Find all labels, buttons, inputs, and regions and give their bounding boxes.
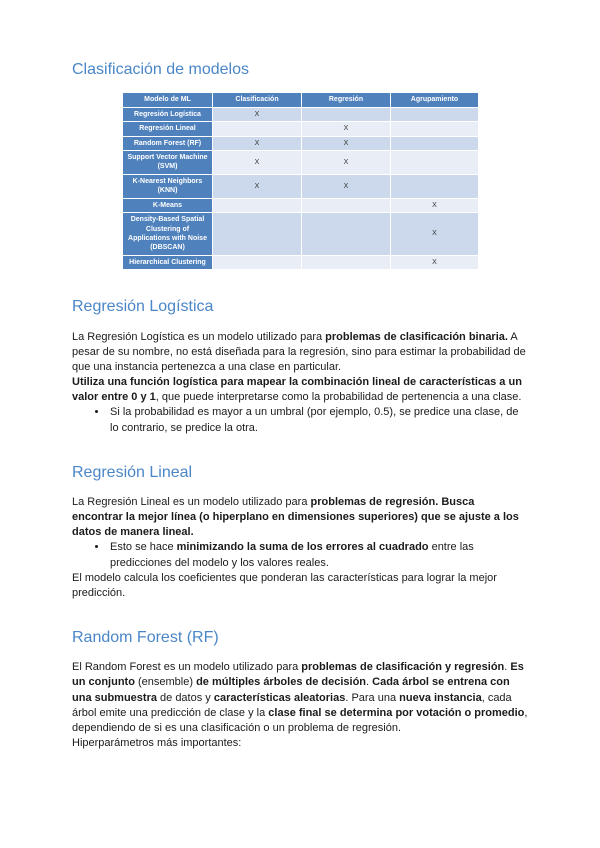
mark-cell: X <box>391 213 479 256</box>
model-name-cell: Random Forest (RF) <box>123 136 213 150</box>
mark-cell: X <box>302 150 391 174</box>
mark-cell: X <box>302 174 391 198</box>
mark-cell <box>302 107 391 121</box>
model-name-cell: Density-Based Spatial Clustering of Applications with Noise (DBSCAN) <box>123 213 213 256</box>
mark-cell: X <box>213 136 302 150</box>
table-row <box>123 255 479 269</box>
mark-cell <box>391 174 479 198</box>
mark-cell <box>391 122 479 136</box>
model-name-cell: Regresión Logística <box>123 107 213 121</box>
paragraph-logistica-1: La Regresión Logística es un modelo utilizado para problemas de clasificación binaria. A pesar de su nombre, no está diseñada para la regresión, sino para estimar la probabilidad de que una instancia pertenezca a una clase en particular. <box>72 330 526 373</box>
bullet-item-lineal-1: • Esto se hace minimizando la suma de los errores al cuadrado entre las predicciones del modelo y los valores reales. <box>108 540 528 570</box>
table-row <box>123 150 479 174</box>
mark-cell: X <box>302 122 391 136</box>
table-row <box>123 198 479 212</box>
table-header-clasificacion: Clasificación <box>213 93 302 107</box>
model-name-cell: K-Means <box>123 198 213 212</box>
section-heading-regresion-logistica: Regresión Logística <box>72 298 214 316</box>
mark-cell <box>302 255 391 269</box>
mark-cell <box>391 107 479 121</box>
mark-cell <box>302 198 391 212</box>
mark-cell <box>391 136 479 150</box>
mark-cell <box>213 122 302 136</box>
table-header-agrupamiento: Agrupamiento <box>391 93 479 107</box>
mark-cell: X <box>213 107 302 121</box>
bullet-item-logistica-1: • Si la probabilidad es mayor a un umbral (por ejemplo, 0.5), se predice una clase, de lo contrario, se predice la otra. <box>108 405 528 435</box>
model-name-cell: Hierarchical Clustering <box>123 255 213 269</box>
page-title: Clasificación de modelos <box>72 61 249 78</box>
model-name-cell: K-Nearest Neighbors (KNN) <box>123 174 213 198</box>
mark-cell <box>213 255 302 269</box>
table-row <box>123 136 479 150</box>
mark-cell <box>213 198 302 212</box>
table-row <box>123 122 479 136</box>
mark-cell: X <box>213 174 302 198</box>
mark-cell <box>302 213 391 256</box>
section-heading-random-forest: Random Forest (RF) <box>72 629 219 647</box>
model-name-cell: Regresión Lineal <box>123 122 213 136</box>
section-heading-regresion-lineal: Regresión Lineal <box>72 463 193 481</box>
table-header-row <box>123 93 479 107</box>
mark-cell: X <box>302 136 391 150</box>
mark-cell: X <box>213 150 302 174</box>
table-header-regresion: Regresión <box>302 93 391 107</box>
models-table-body <box>123 107 479 270</box>
bullet-list-logistica <box>72 405 528 435</box>
table-row <box>123 174 479 198</box>
paragraph-random-forest-2: Hiperparámetros más importantes: <box>72 737 242 750</box>
models-table <box>122 92 479 270</box>
paragraph-lineal-1: La Regresión Lineal es un modelo utilizado para problemas de regresión. Busca encontrar la mejor línea (o hiperplano en dimensiones superiores) que se ajuste a los datos de manera lineal. <box>72 495 519 539</box>
mark-cell <box>213 213 302 256</box>
table-row <box>123 107 479 121</box>
model-name-cell: Support Vector Machine (SVM) <box>123 150 213 174</box>
table-header-model: Modelo de ML <box>123 93 213 107</box>
paragraph-logistica-2: Utiliza una función logística para mapear la combinación lineal de características a un valor entre 0 y 1, que puede interpretarse como la probabilidad de pertenencia a una clase. <box>72 376 522 404</box>
paragraph-lineal-2: El modelo calcula los coeficientes que ponderan las características para lograr la mejor predicción. <box>72 571 497 599</box>
mark-cell: X <box>391 198 479 212</box>
models-table-head <box>123 93 479 107</box>
bullet-list-lineal <box>72 540 528 570</box>
mark-cell <box>391 150 479 174</box>
table-row <box>123 213 479 256</box>
mark-cell: X <box>391 255 479 269</box>
paragraph-random-forest-1: El Random Forest es un modelo utilizado para problemas de clasificación y regresión. Es un conjunto (ensemble) de múltiples árboles de decisión. Cada árbol se entrena con una submuestra de datos y características aleatorias. Para una nueva instancia, cada árbol emite una predicción de clase y la clase final se determina por votación o promedio, dependiendo de si es una clasificación o un problema de regresión. <box>72 661 528 734</box>
